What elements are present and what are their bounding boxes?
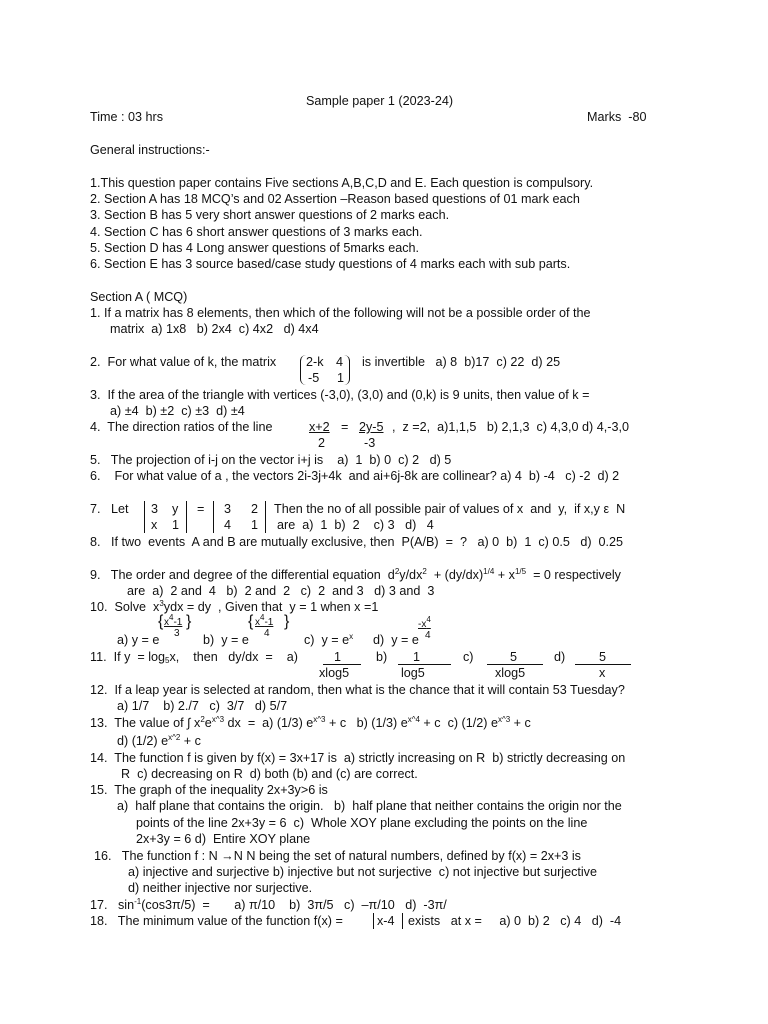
question-7-line1: Then the no of all possible pair of values of x and y, if x,y ε N (274, 502, 626, 516)
absolute-bar (373, 913, 374, 929)
question-16-line1: 16. The function f : N →N N being the set of natural numbers, defined by f(x) = 2x+3 is (94, 849, 581, 863)
question-6-text: 6. For what value of a , the vectors 2i-3j+4k and ai+6j-8k are collinear? a) 4 b) -4 c) -2 d) 2 (90, 469, 620, 483)
matrix-cell: 2-k (306, 355, 324, 369)
question-3-line1: 3. If the area of the triangle with vertices (-3,0), (3,0) and (0,k) is 9 units, then value of k = (90, 388, 590, 402)
absolute-bar (402, 913, 403, 929)
fraction-denominator: -3 (364, 436, 376, 450)
fraction-denominator: xlog5 (495, 666, 526, 680)
determinant-cell: 1 (172, 518, 180, 532)
question-13-line2: d) (1/2) $e^{x\^{}2} + c$ (117, 733, 201, 748)
question-17-text: 17. $\sin^{-1}(\cos 3\pi/5)$ = a) π/10 b) 3π/5 c) –π/10 d) -3π/ (90, 897, 447, 912)
instruction-item: 4. Section C has 6 short answer questions of 3 marks each. (90, 225, 423, 239)
matrix-cell: -5 (308, 371, 320, 385)
question-18-options: exists at x = a) 0 b) 2 c) 4 d) -4 (408, 914, 622, 928)
matrix-cell: 4 (336, 355, 344, 369)
exponent-denominator: 4 (425, 630, 431, 641)
question-15-line1: 15. The graph of the inequality 2x+3y>6 is (90, 783, 328, 797)
question-4-text: 4. The direction ratios of the line (90, 420, 273, 434)
question-10-line1: 10. Solve $x^3ydx$ = dy , Given that y = 1 when x =1 (90, 599, 379, 614)
instruction-item: 2. Section A has 18 MCQ’s and 02 Assertion –Reason based questions of 01 mark each (90, 192, 580, 206)
question-10-option-d: d) y = e (373, 633, 419, 647)
question-2-text: 2. For what value of k, the matrix (90, 355, 277, 369)
question-16-line3: d) neither injective nor surjective. (128, 881, 313, 895)
question-1-line2: matrix a) 1x8 b) 2x4 c) 4x2 d) 4x4 (110, 322, 319, 336)
determinant-bar (144, 501, 145, 533)
fraction-numerator: 1 (334, 650, 342, 664)
instruction-item: 5. Section D has 4 Long answer questions of 5marks each. (90, 241, 420, 255)
question-18-text: 18. The minimum value of the function f(x) = (90, 914, 343, 928)
fraction-numerator: x+2 (309, 420, 330, 434)
determinant-cell: 3 (151, 502, 159, 516)
determinant-cell: x (151, 518, 158, 532)
fraction-denominator: x (599, 666, 606, 680)
question-7-text: 7. Let (90, 502, 129, 516)
determinant-cell: 3 (224, 502, 232, 516)
question-16-line2: a) injective and surjective b) injective but not surjective c) not injective but surjective (128, 865, 597, 879)
question-9-line1: 9. The order and degree of the differential equation $d^2y/dx^2 + (dy/dx)^{1/4} + x^{1/5} = 0$ respectively (90, 567, 621, 582)
time-label: Time : 03 hrs (90, 110, 164, 124)
fraction-denominator: xlog5 (319, 666, 350, 680)
question-12-line2: a) 1/7 b) 2./7 c) 3/7 d) 5/7 (117, 699, 288, 713)
question-13-line1: 13. The value of ∫ $x^2e^{x\^{}3}$ dx = a) (1/3) $e^{x\^{}3} + c$ b) (1/3) $e^{x\^{}4} + c$ c) (1/2) $e^{x\^{}3} + c$ (90, 715, 531, 730)
instruction-item: 1.This question paper contains Five sections A,B,C,D and E. Each question is compulsory. (90, 176, 594, 190)
determinant-bar (186, 501, 187, 533)
instruction-item: 6. Section E has 3 source based/case study questions of 4 marks each with sub parts. (90, 257, 571, 271)
question-1-line1: 1. If a matrix has 8 elements, then which of the following will not be a possible order of the (90, 306, 591, 320)
option-label: c) (463, 650, 474, 664)
question-15-line4: 2x+3y = 6 d) Entire XOY plane (136, 832, 311, 846)
question-2-options: is invertible a) 8 b)17 c) 22 d) 25 (362, 355, 561, 369)
marks-label: Marks -80 (587, 110, 647, 124)
paper-title: Sample paper 1 (2023-24) (306, 94, 454, 108)
question-10-option-c: c) $y = e^x$ (304, 632, 354, 647)
absolute-value: x-4 (377, 914, 395, 928)
exponent-numerator: $-x^4$ (418, 615, 431, 630)
question-4-options: , z =2, a)1,1,5 b) 2,1,3 c) 4,3,0 d) 4,-3,0 (392, 420, 629, 434)
question-3-line2: a) ±4 b) ±2 c) ±3 d) ±4 (110, 404, 245, 418)
determinant-cell: y (172, 502, 179, 516)
question-9-line2: are a) 2 and 4 b) 2 and 2 c) 2 and 3 d) 3 and 3 (127, 584, 435, 598)
fraction-numerator: 2y-5 (359, 420, 384, 434)
equals-sign: = (341, 420, 349, 434)
question-15-line2: a) half plane that contains the origin. b) half plane that neither contains the origin nor the (117, 799, 622, 813)
question-11-text: 11. If $y = \log_5x$, then dy/dx = a) (90, 650, 298, 665)
option-label: d) (554, 650, 566, 664)
question-14-line1: 14. The function f is given by f(x) = 3x+17 is a) strictly increasing on R b) strictly decreasing on (90, 751, 626, 765)
exponent-numerator: $x^4-1$ (255, 613, 274, 628)
fraction-denominator: 2 (318, 436, 326, 450)
equals-sign: = (197, 502, 205, 516)
question-5-text: 5. The projection of i-j on the vector i+j is a) 1 b) 0 c) 2 d) 5 (90, 453, 452, 467)
question-8-text: 8. If two events A and B are mutually exclusive, then P(A/B) = ? a) 0 b) 1 c) 0.5 d) 0.25 (90, 535, 624, 549)
question-10-option-a: a) y = e (117, 633, 160, 647)
determinant-cell: 4 (224, 518, 232, 532)
determinant-bar (213, 501, 214, 533)
determinant-bar (265, 501, 266, 533)
question-12-line1: 12. If a leap year is selected at random, then what is the chance that it will contain 53 Tuesday? (90, 683, 625, 697)
determinant-cell: 2 (251, 502, 259, 516)
question-15-line3: points of the line 2x+3y = 6 c) Whole XOY plane excluding the points on the line (136, 816, 588, 830)
fraction-denominator: log5 (401, 666, 425, 680)
instruction-item: 3. Section B has 5 very short answer questions of 2 marks each. (90, 208, 450, 222)
fraction-numerator: 1 (413, 650, 421, 664)
exponent-numerator: $x^4-1$ (164, 613, 183, 628)
instructions-heading: General instructions:- (90, 143, 210, 157)
determinant-cell: 1 (251, 518, 259, 532)
question-10-option-b: b) y = e (203, 633, 249, 647)
question-7-line2: are a) 1 b) 2 c) 3 d) 4 (277, 518, 434, 532)
exponent-denominator: 3 (174, 628, 180, 639)
exponent-denominator: 4 (264, 628, 270, 639)
section-heading: Section A ( MCQ) (90, 290, 188, 304)
question-14-line2: R c) decreasing on R d) both (b) and (c) are correct. (121, 767, 418, 781)
fraction-numerator: 5 (510, 650, 518, 664)
fraction-numerator: 5 (599, 650, 607, 664)
option-label: b) (376, 650, 388, 664)
matrix-cell: 1 (337, 371, 345, 385)
